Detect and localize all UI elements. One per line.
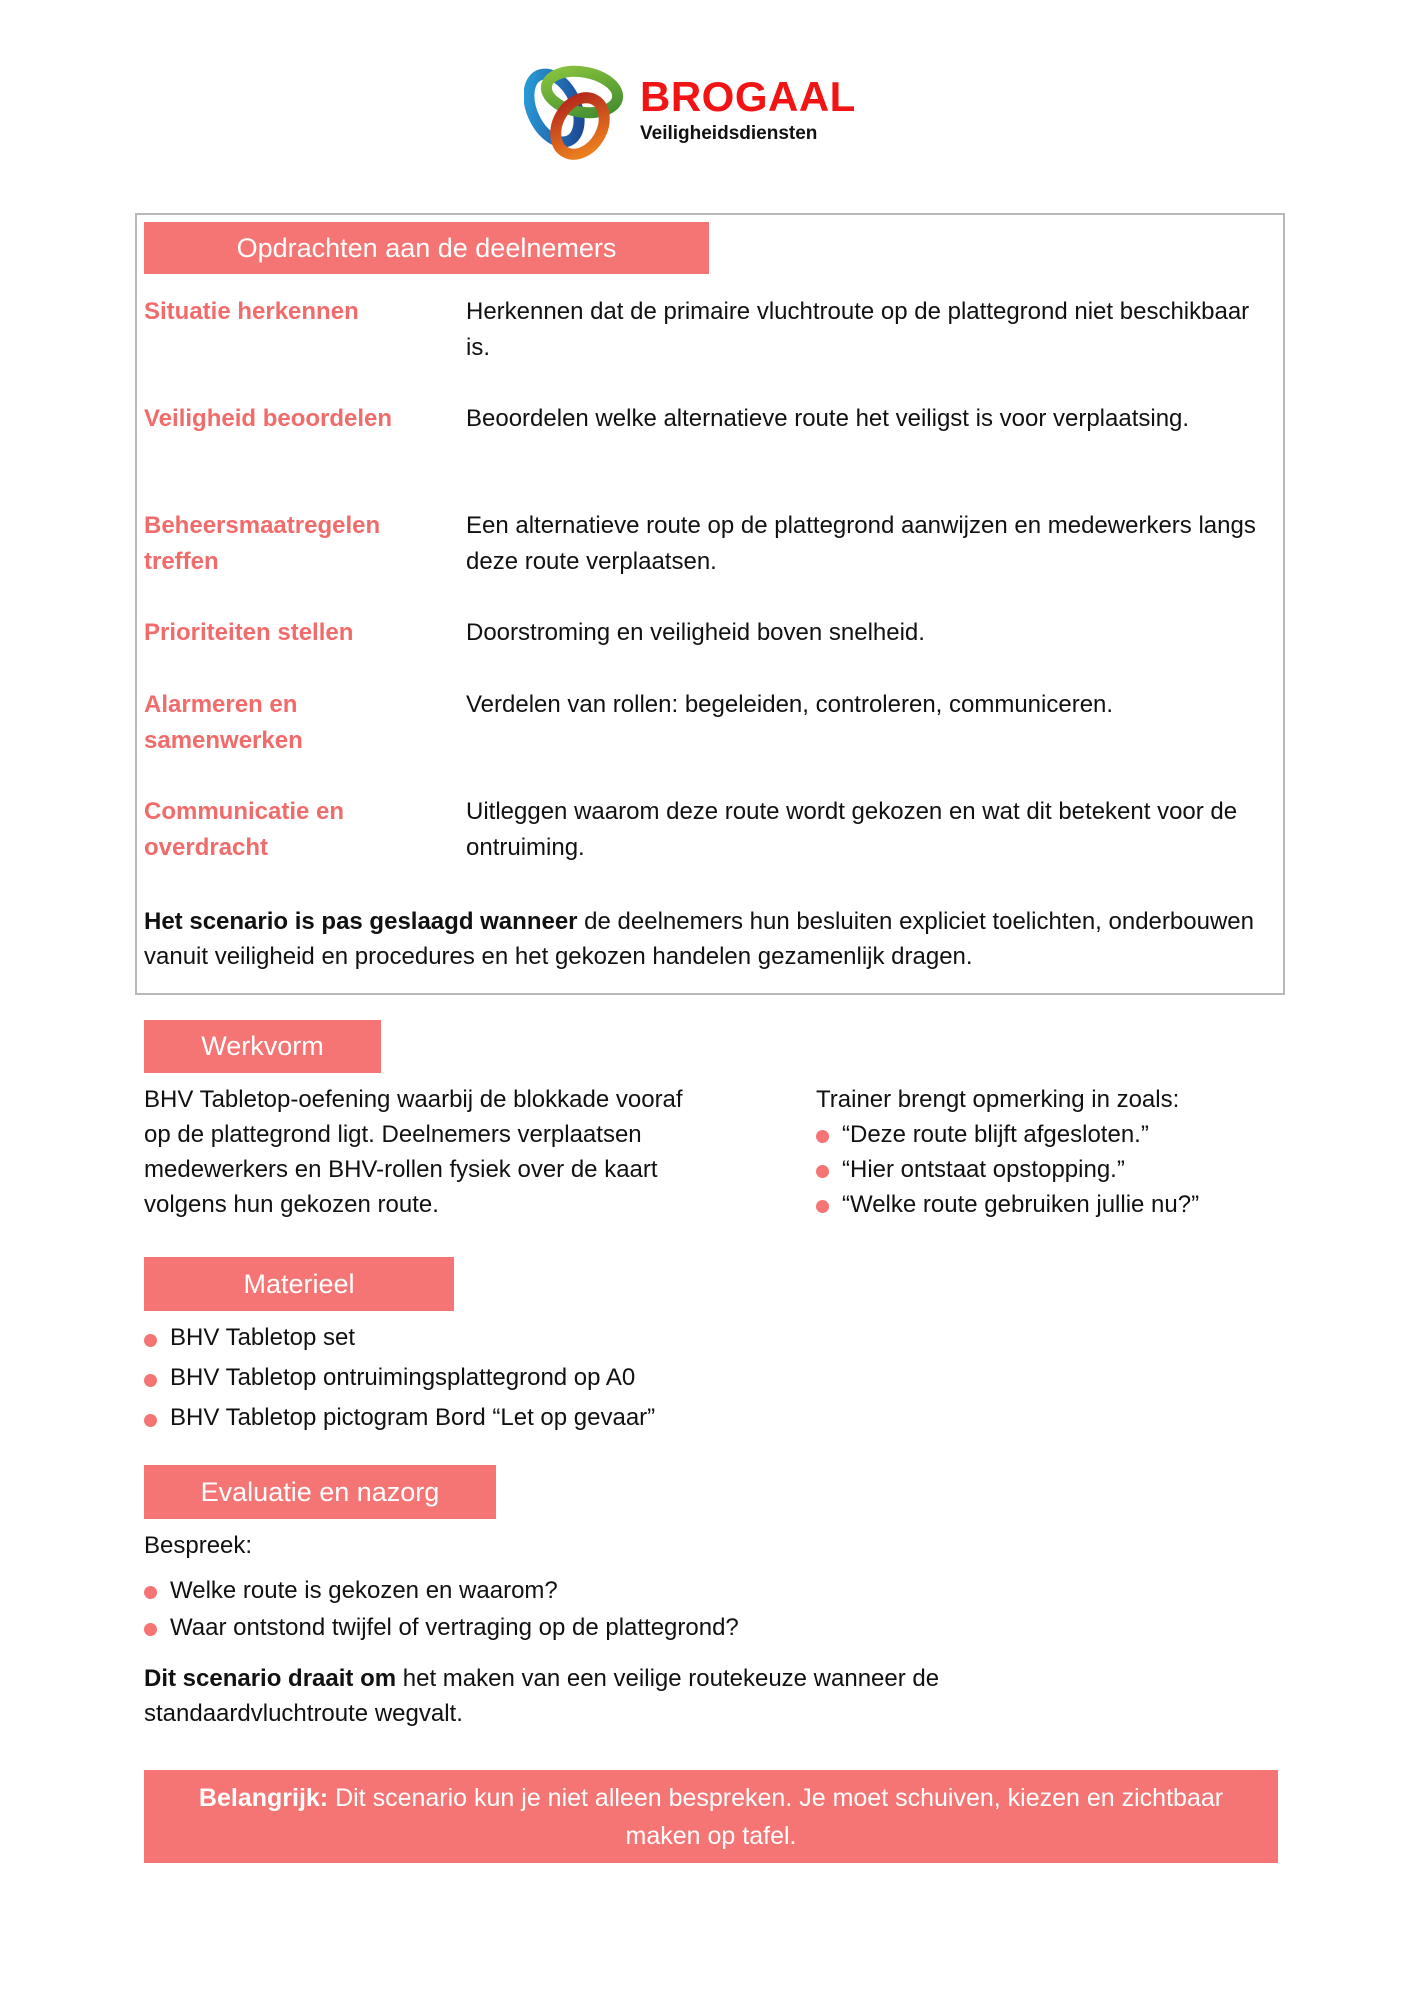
trainer-quotes [816,1117,1199,1222]
bullet-dot-icon [144,1334,157,1347]
werkvorm-header: Werkvorm [144,1020,381,1073]
assignment-text: Een alternatieve route op de plattegrond aanwijzen en medewerkers langs deze route verplaatsen. [466,512,1256,575]
materieel-item: BHV Tabletop ontruimingsplattegrond op A0 [144,1358,655,1398]
bullet-dot-icon [144,1586,157,1599]
bullet-dot-icon [816,1200,829,1213]
bullet-dot-icon [816,1165,829,1178]
materieel-header: Materieel [144,1257,454,1311]
brand-name: BROGAAL [640,73,856,120]
important-text: Dit scenario kun je niet alleen bespreken. Je moet schuiven, kiezen en zichtbaar maken op tafel. [328,1783,1224,1850]
evaluatie-item: Waar ontstond twijfel of vertraging op de plattegrond? [144,1609,739,1646]
trainer-quote: “Welke route gebruiken jullie nu?” [816,1187,1199,1222]
materieel-item: BHV Tabletop pictogram Bord “Let op gevaar” [144,1398,655,1438]
assignment-text: Doorstroming en veiligheid boven snelheid. [466,619,925,646]
success-criteria-text: de deelnemers hun besluiten expliciet toelichten, onderbouwen vanuit veiligheid en procedures en het gekozen handelen gezamenlijk dragen. [144,908,1254,970]
logo-rings-icon [524,64,624,160]
trainer-intro: Trainer brengt opmerking in zoals: [816,1086,1180,1113]
assignment-label: Beheersmaatregelen treffen [144,512,381,575]
evaluatie-list [144,1572,739,1646]
trainer-quote: “Hier ontstaat opstopping.” [816,1152,1199,1187]
assignment-text: Herkennen dat de primaire vluchtroute op de plattegrond niet beschikbaar is. [466,298,1250,361]
bullet-dot-icon [144,1374,157,1387]
assignment-text: Beoordelen welke alternatieve route het veiligst is voor verplaatsing. [466,405,1190,432]
evaluatie-summary-text: het maken van een veilige routekeuze wanneer de standaardvluchtroute wegvalt. [144,1665,940,1727]
assignment-text: Verdelen van rollen: begeleiden, controleren, communiceren. [466,691,1114,718]
success-criteria-bold: Het scenario is pas geslaagd wanneer [144,908,578,935]
trainer-quote: “Deze route blijft afgesloten.” [816,1117,1199,1152]
evaluatie-header: Evaluatie en nazorg [144,1465,496,1519]
evaluatie-summary-bold: Dit scenario draait om [144,1665,397,1692]
bullet-dot-icon [816,1130,829,1143]
materieel-item: BHV Tabletop set [144,1318,655,1358]
brand-subtitle: Veiligheidsdiensten [640,123,818,144]
assignment-label: Situatie herkennen [144,298,359,325]
assignment-text: Uitleggen waarom deze route wordt gekozen en wat dit betekent voor de ontruiming. [466,798,1238,861]
materieel-list [144,1318,655,1438]
important-note [144,1770,1278,1863]
success-criteria [144,904,1279,974]
bullet-dot-icon [144,1623,157,1636]
important-label: Belangrijk: [198,1783,329,1812]
evaluatie-intro: Bespreek: [144,1532,253,1559]
brand-logo [524,64,864,164]
bullet-dot-icon [144,1414,157,1427]
assignment-label: Alarmeren en samenwerken [144,691,303,754]
assignment-label: Communicatie en overdracht [144,798,345,861]
assignments-header: Opdrachten aan de deelnemers [144,222,709,274]
evaluatie-summary [144,1661,1064,1731]
evaluatie-item: Welke route is gekozen en waarom? [144,1572,739,1609]
assignment-label: Prioriteiten stellen [144,619,354,646]
assignment-label: Veiligheid beoordelen [144,405,393,432]
werkvorm-text: BHV Tabletop-oefening waarbij de blokkade vooraf op de plattegrond ligt. Deelnemers verplaatsen medewerkers en BHV-rollen fysiek over de kaart volgens hun gekozen route. [144,1086,683,1218]
